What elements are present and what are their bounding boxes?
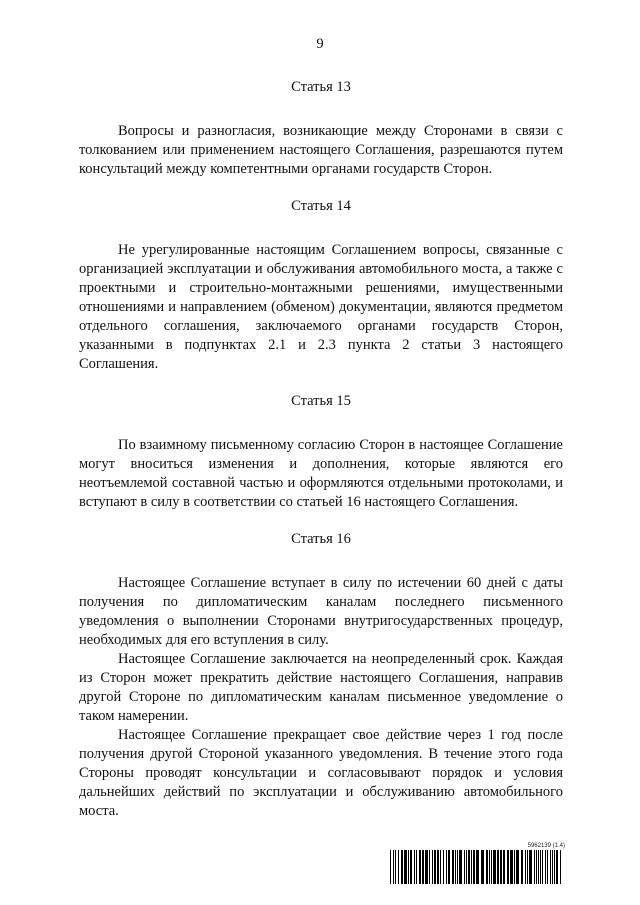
article-heading: Статья 14 [291, 198, 351, 214]
page-number: 9 [316, 36, 324, 52]
article-16 [79, 530, 563, 821]
article-paragraph: Настоящее Соглашение заключается на неопределенный срок. Каждая из Сторон может прекратить действие настоящего Соглашения, направив другой Стороне по дипломатическим каналам письменное уведомление о таком намерении. [79, 651, 563, 724]
article-heading: Статья 16 [291, 531, 351, 547]
article-heading: Статья 15 [291, 393, 351, 409]
article-paragraph: Вопросы и разногласия, возникающие между Сторонами в связи с толкованием или применением настоящего Соглашения, разрешаются путем консультаций между компетентными органами государств Сторон. [79, 123, 563, 177]
article-heading: Статья 13 [291, 79, 351, 95]
article-paragraph: Настоящее Соглашение вступает в силу по истечении 60 дней с даты получения по дипломатическим каналам последнего письменного уведомления о выполнении Сторонами внутригосударственных процедур, необходимых для его вступления в силу. [79, 575, 563, 648]
barcode-code: 5962139 (1.4) [527, 843, 565, 849]
article-paragraph: По взаимному письменному согласию Сторон в настоящее Соглашение могут вноситься изменения и дополнения, которые являются его неотъемлемой составной частью и оформляются отдельными протоколами, и вступают в силу в соответствии со статьей 16 настоящего Соглашения. [79, 437, 563, 510]
article-paragraph: Настоящее Соглашение прекращает свое действие через 1 год после получения другой Стороной указанного уведомления. В течение этого года Стороны проводят консультации и согласовывают порядок и условия дальнейших действий по эксплуатации и обслуживанию автомобильного моста. [79, 727, 563, 819]
article-14 [79, 197, 563, 374]
article-15 [79, 392, 563, 512]
document-body [79, 68, 563, 821]
barcode-icon [390, 850, 565, 884]
article-13 [79, 78, 563, 179]
barcode [390, 843, 565, 884]
article-paragraph: Не урегулированные настоящим Соглашением вопросы, связанные с организацией эксплуатации и обслуживания автомобильного моста, а также с проектными и строительно-монтажными решениями, имущественными отношениями и направлением (обменом) документации, являются предметом отдельного соглашения, заключаемого органами государств Сторон, указанными в подпунктах 2.1 и 2.3 пункта 2 статьи 3 настоящего Соглашения. [79, 242, 563, 372]
